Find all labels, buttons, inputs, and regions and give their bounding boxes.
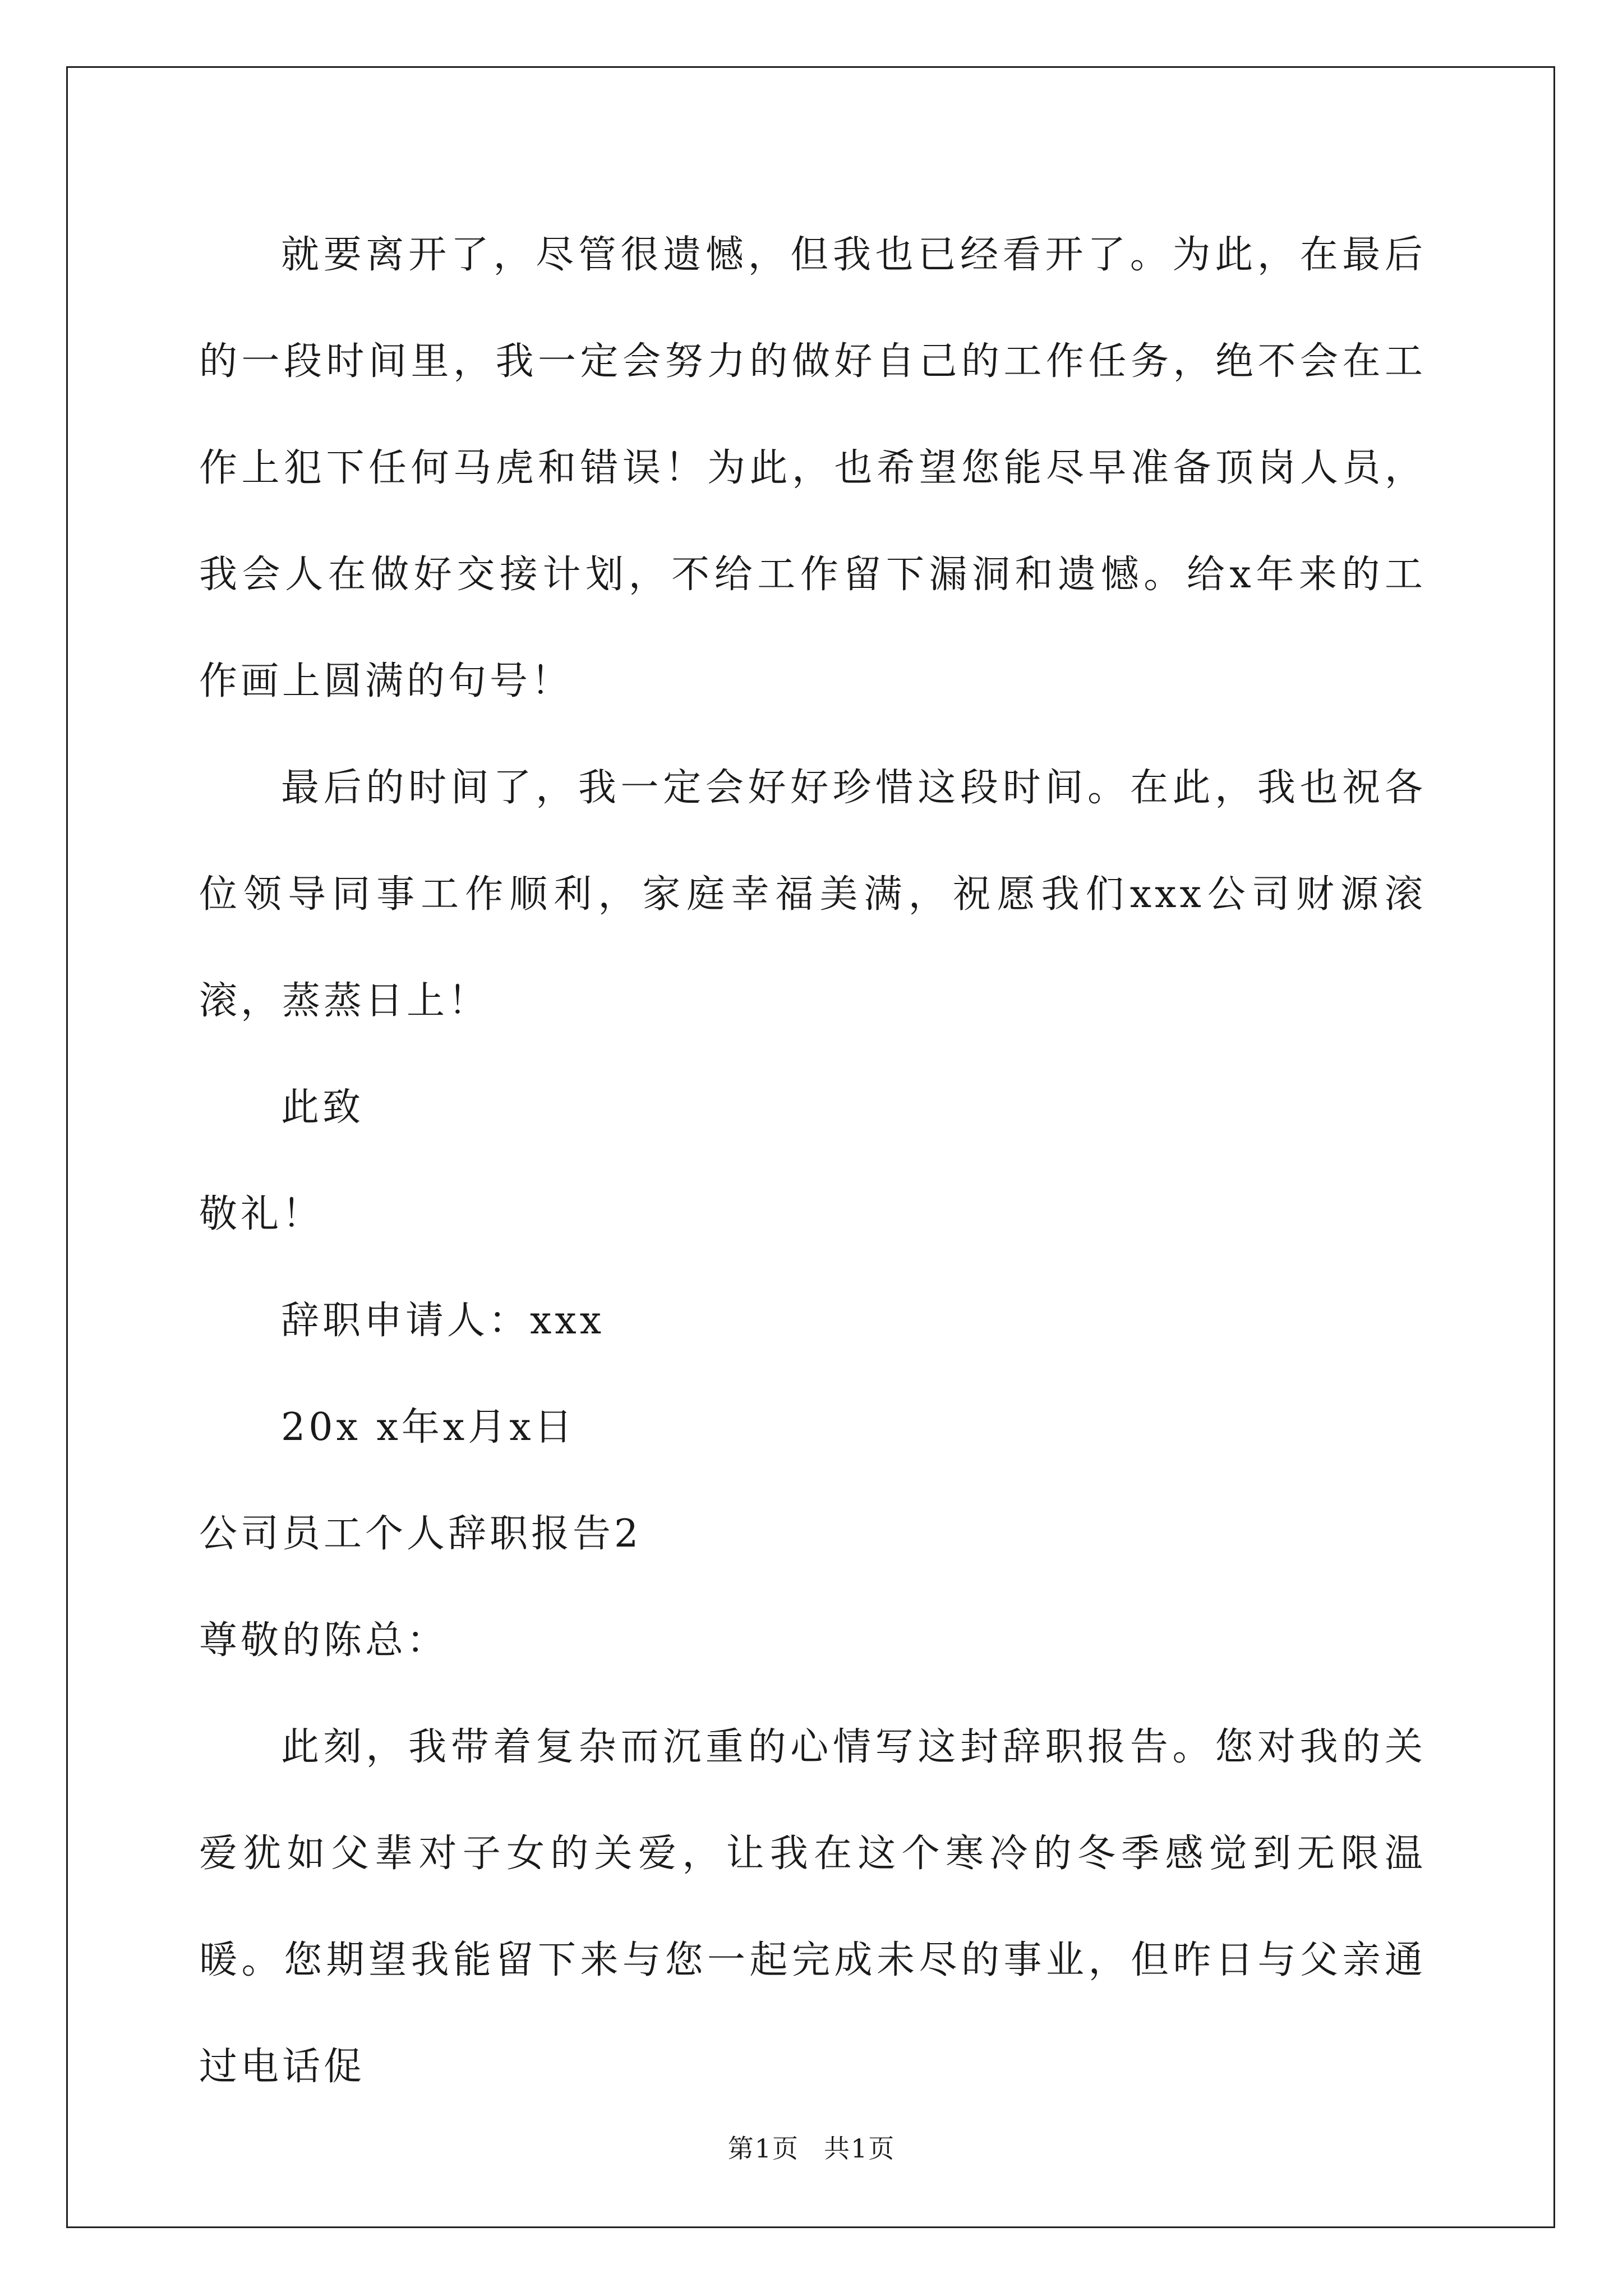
- document-body: [199, 202, 1426, 2120]
- signature-date: 20x x年x月x日: [281, 1405, 576, 1450]
- page-number-total: 共1页: [824, 2133, 896, 2164]
- page-footer: [0, 2132, 1623, 2165]
- signature-applicant: 辞职申请人：xxx: [281, 1299, 605, 1343]
- closing-salutation: 此致: [281, 1085, 365, 1130]
- page-number-current: 第1页: [727, 2133, 799, 2164]
- greeting: 尊敬的陈总：: [199, 1618, 449, 1663]
- paragraph-wishes: 最后的时间了，我一定会好好珍惜这段时间。在此，我也祝各位领导同事工作顺利，家庭幸福美满，祝愿我们xxx公司财源滚滚，蒸蒸日上！: [199, 766, 1426, 1023]
- closing-regards: 敬礼！: [199, 1192, 324, 1236]
- section-title: 公司员工个人辞职报告2: [199, 1512, 642, 1556]
- paragraph-farewell: 就要离开了，尽管很遗憾，但我也已经看开了。为此，在最后的一段时间里，我一定会努力的做好自己的工作任务，绝不会在工作上犯下任何马虎和错误！为此，也希望您能尽早准备顶岗人员，我会人在做好交接计划，不给工作留下漏洞和遗憾。给x年来的工作画上圆满的句号！: [199, 233, 1426, 703]
- paragraph-opening: 此刻，我带着复杂而沉重的心情写这封辞职报告。您对我的关爱犹如父辈对子女的关爱，让我在这个寒冷的冬季感觉到无限温暖。您期望我能留下来与您一起完成未尽的事业，但昨日与父亲通过电话促: [199, 1725, 1426, 2089]
